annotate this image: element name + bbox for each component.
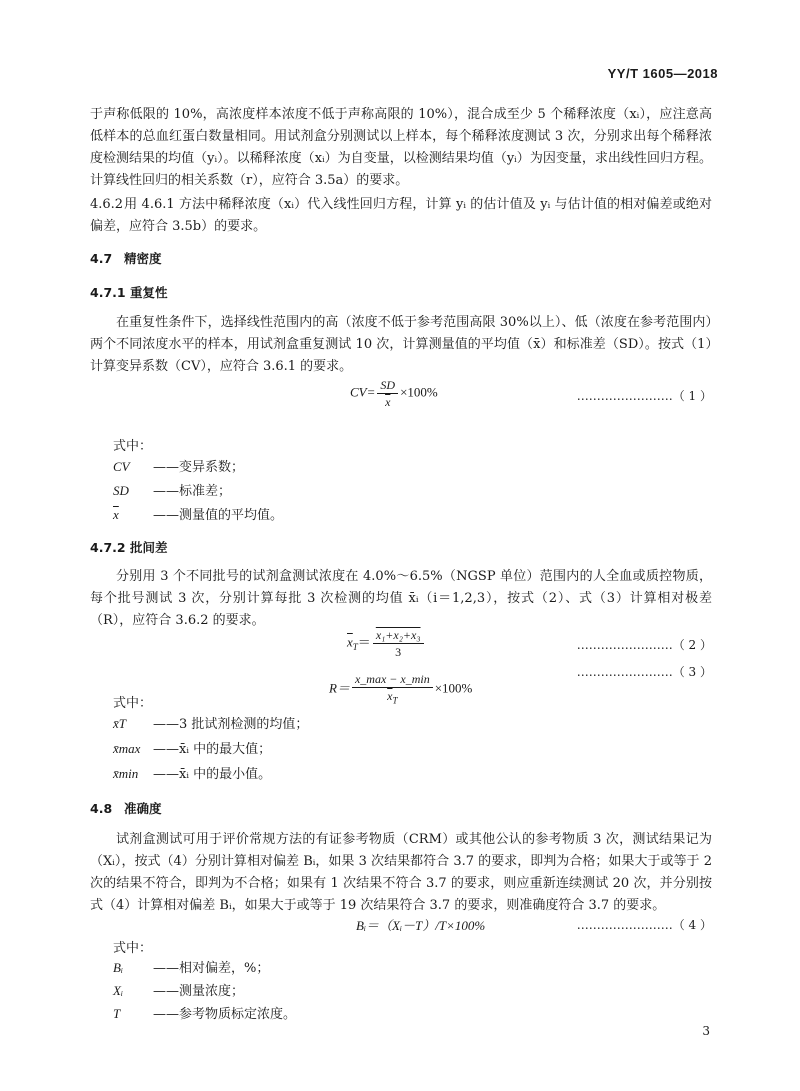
where-label-2: 式中： (113, 696, 153, 711)
equation-4-number: ……………………（ 4 ） (576, 918, 712, 932)
def-symbol: $\overline{x}$ (113, 507, 119, 522)
heading-number: 4.8 (90, 801, 113, 816)
heading-title: 精密度 (124, 251, 162, 266)
paragraph-4-6-1-continued: 于声称低限的 10%，高浓度样本浓度不低于声称高限的 10%），混合成至少 5 个稀释浓度（xᵢ），应注意高低样本的总血红蛋白数量相同。用试剂盒分别测试以上样本，每个稀释浓度测试 3 次，分别求出每个稀释浓度检测结果的均值（yᵢ）。以稀释浓度（xᵢ）为自变量，以检测结果均值（yᵢ）为因变量，求出线性回归方程。计算线性回归的相关系数（r），应符合 3.5a）的要求。 (90, 107, 712, 188)
eq2-lhs: $\overline{x}$ (347, 634, 353, 650)
definition-x-bar (113, 505, 283, 526)
eq3-den-symbol: $\overline{x}$ (387, 689, 393, 703)
eq3-fraction (352, 671, 433, 708)
definition-t (113, 1004, 296, 1025)
eq1-tail: ×100% (400, 384, 438, 400)
page-number: 3 (702, 1024, 710, 1038)
eq1-lhs: CV= (350, 384, 376, 400)
definition-x-max (113, 739, 271, 760)
def-symbol: T (113, 1006, 121, 1021)
heading-title: 准确度 (124, 801, 162, 816)
def-desc: ——相对偏差，%； (153, 961, 270, 976)
equation-2: $\overline{x}_T=$ $\frac{\text{x₁+x₂+x₃}}{3}$ (347, 627, 426, 660)
definition-x-i (113, 981, 244, 1002)
def-desc: ——参考物质标定浓度。 (153, 1007, 297, 1022)
def-desc: ——测量值的平均值。 (153, 508, 284, 523)
eq2-fraction (373, 627, 424, 660)
def-symbol: x̄max (113, 741, 141, 756)
def-desc: ——3 批试剂检测的均值； (153, 717, 309, 732)
definition-b-i (113, 958, 269, 979)
heading-number: 4.7 (90, 251, 113, 266)
heading-number: 4.7.2 (90, 540, 126, 555)
heading-title: 批间差 (130, 540, 168, 555)
def-symbol: Bᵢ (113, 960, 123, 975)
definition-x-min (113, 764, 271, 785)
heading-4-7-1 (90, 283, 168, 301)
paragraph-4-7-1: 在重复性条件下，选择线性范围内的高（浓度不低于参考范围高限 30%以上）、低（浓度在参考范围内）两个不同浓度水平的样本，用试剂盒重复测试 10 次，计算测量值的平均值（x̄）和标准差（SD）。按式（1）计算变异系数（CV），应符合 3.6.1 的要求。 (90, 315, 712, 374)
definition-cv (113, 457, 244, 478)
def-desc: ——测量浓度； (153, 984, 245, 999)
def-desc: ——x̄ᵢ 中的最小值。 (153, 767, 272, 782)
equation-4: Bᵢ＝（Xᵢ－T）/T×100% (356, 918, 486, 933)
equation-3 (329, 671, 472, 708)
heading-number: 4.7.1 (90, 285, 126, 300)
definition-x-t (113, 714, 308, 735)
eq1-denominator: x (385, 395, 391, 409)
eq2-denominator: 3 (395, 645, 402, 659)
eq2-numerator: x₁+x₂+x₃ (373, 627, 424, 644)
eq3-den-sub: T (392, 695, 398, 706)
eq1-fraction (377, 377, 398, 410)
def-symbol: x̄min (113, 766, 139, 781)
definition-sd (113, 481, 231, 502)
def-symbol: Xᵢ (113, 983, 123, 998)
def-symbol: CV (113, 459, 130, 474)
paragraph-4-8: 试剂盒测试可用于评价常规方法的有证参考物质（CRM）或其他公认的参考物质 3 次，测试结果记为（Xᵢ），按式（4）分别计算相对偏差 Bᵢ，如果 3 次结果都符合 3.7 的要求，即判为合格；如果大于或等于 2 次的结果不符合，即判为不合格；如果有 1 次结果不符合 3.7 的要求，则应重新连续测试 20 次，并分别按式（4）计算相对偏差 Bᵢ，如果大于或等于 19 次结果符合 3.7 的要求，则准确度符合 3.7 的要求。 (90, 832, 712, 913)
eq3-numerator: x_max − x_min (352, 671, 433, 688)
def-symbol: x̄T (113, 716, 126, 731)
eq3-lhs: R＝ (329, 680, 350, 696)
section-text: 用 4.6.1 方法中稀释浓度（xᵢ）代入线性回归方程，计算 yᵢ 的估计值及 yᵢ 与估计值的相对偏差或绝对偏差，应符合 3.5b）的要求。 (90, 197, 712, 234)
def-desc: ——标准差； (153, 484, 232, 499)
standard-number: YY/T 1605—2018 (607, 66, 718, 81)
section-4-6-2 (90, 194, 712, 238)
def-desc: ——变异系数； (153, 460, 245, 475)
eq3-tail: ×100% (434, 680, 473, 696)
heading-title: 重复性 (130, 285, 168, 300)
heading-4-7-2 (90, 538, 168, 556)
eq1-numerator: SD (377, 377, 398, 394)
heading-4-7 (90, 249, 162, 267)
def-desc: ——x̄ᵢ 中的最大值； (153, 742, 272, 757)
equation-1 (350, 377, 438, 410)
equation-3-number: ……………………（ 3 ） (576, 665, 712, 679)
eq2-lhs-sub: T (352, 642, 358, 653)
paragraph-4-7-2: 分别用 3 个不同批号的试剂盒测试浓度在 4.0%～6.5%（NGSP 单位）范围内的人全血或质控物质，每个批号测试 3 次，分别计算每批 3 次检测的均值 x̄ᵢ（i＝1,2,3），按式（2）、式（3）计算相对极差（R），应符合 3.6.2 的要求。 (90, 569, 712, 628)
def-symbol: SD (113, 483, 129, 498)
eq3-denominator (352, 688, 433, 708)
equation-1-number: ……………………（ 1 ） (576, 389, 712, 403)
section-number: 4.6.2 (90, 197, 124, 212)
where-label-1: 式中： (113, 439, 153, 454)
heading-4-8 (90, 799, 162, 817)
equation-2-number: ……………………（ 2 ） (576, 638, 712, 652)
where-label-3: 式中： (113, 941, 153, 956)
